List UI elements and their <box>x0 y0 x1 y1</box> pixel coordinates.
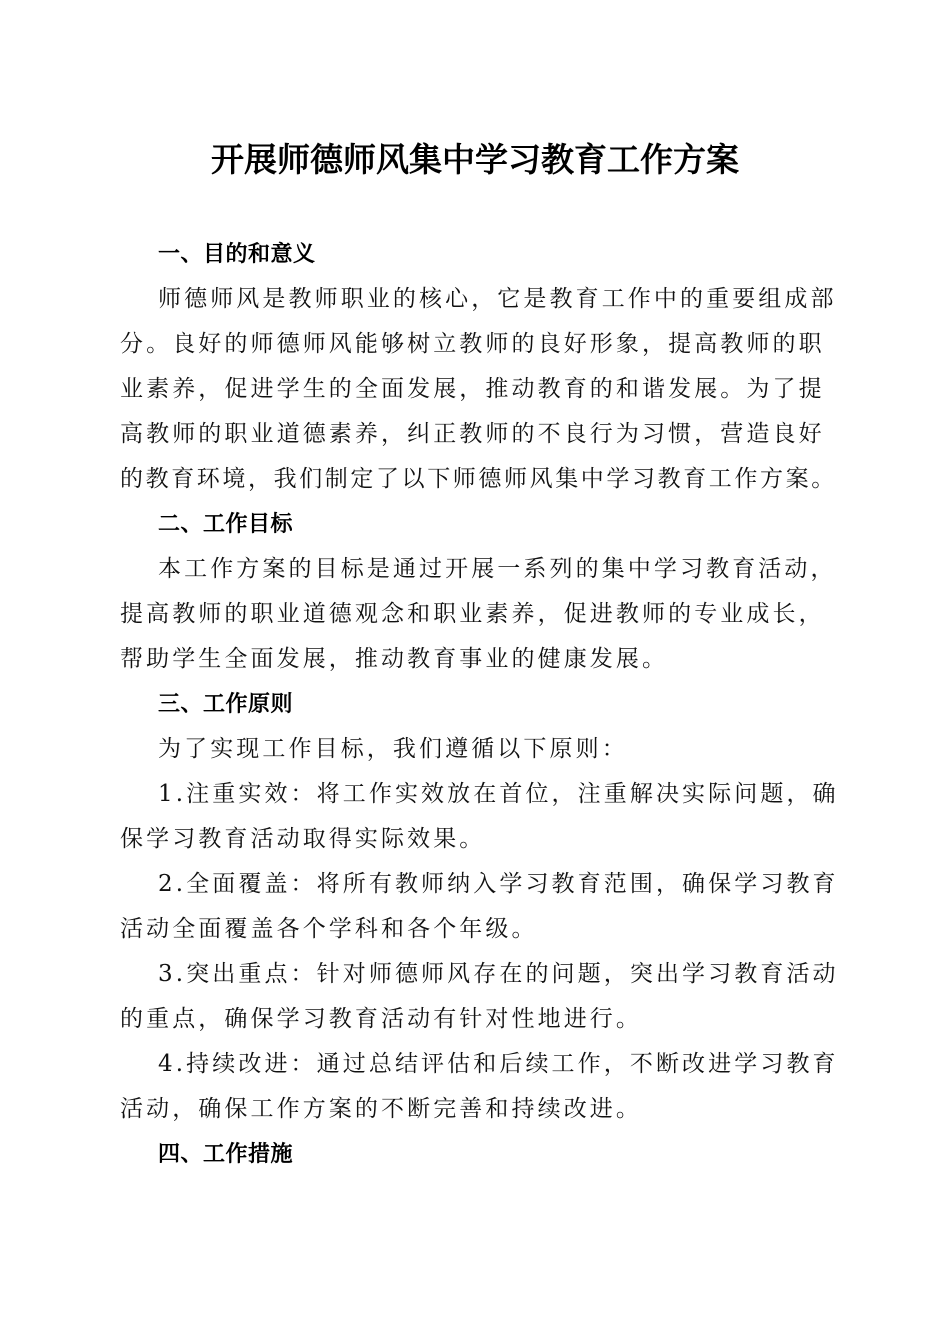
section-heading-principles: 三、工作原则 <box>158 692 294 717</box>
list-item-line: 的重点，确保学习教育活动有针对性地进行。 <box>120 1006 642 1032</box>
section-heading-purpose: 一、目的和意义 <box>158 242 316 267</box>
paragraph-line: 帮助学生全面发展，推动教育事业的健康发展。 <box>120 646 669 672</box>
paragraph-line: 业素养，促进学生的全面发展，推动教育的和谐发展。为了提 <box>120 376 825 402</box>
paragraph-line: 本工作方案的目标是通过开展一系列的集中学习教育活动， <box>158 556 837 582</box>
paragraph-line: 提高教师的职业道德观念和职业素养，促进教师的专业成长， <box>120 601 825 627</box>
list-item-line: 活动全面覆盖各个学科和各个年级。 <box>120 916 538 942</box>
list-item-line: 1.注重实效：将工作实效放在首位，注重解决实际问题，确 <box>158 781 839 807</box>
section-heading-goals: 二、工作目标 <box>158 512 294 537</box>
list-item-line: 4.持续改进：通过总结评估和后续工作，不断改进学习教育 <box>158 1051 839 1077</box>
paragraph-line: 分。良好的师德师风能够树立教师的良好形象，提高教师的职 <box>120 331 825 357</box>
paragraph-line: 高教师的职业道德素养，纠正教师的不良行为习惯，营造良好 <box>120 421 825 447</box>
document-title: 开展师德师风集中学习教育工作方案 <box>211 140 739 179</box>
list-item-line: 活动，确保工作方案的不断完善和持续改进。 <box>120 1096 642 1122</box>
list-item-line: 2.全面覆盖：将所有教师纳入学习教育范围，确保学习教育 <box>158 871 839 897</box>
list-item-line: 保学习教育活动取得实际效果。 <box>120 826 486 852</box>
list-item-line: 3.突出重点：针对师德师风存在的问题，突出学习教育活动 <box>158 961 839 987</box>
paragraph-line: 师德师风是教师职业的核心，它是教育工作中的重要组成部 <box>158 286 837 312</box>
section-heading-measures: 四、工作措施 <box>158 1142 294 1167</box>
document-body <box>120 232 839 1177</box>
paragraph-line: 为了实现工作目标，我们遵循以下原则： <box>158 736 628 762</box>
paragraph-line: 的教育环境，我们制定了以下师德师风集中学习教育工作方案。 <box>120 466 837 492</box>
